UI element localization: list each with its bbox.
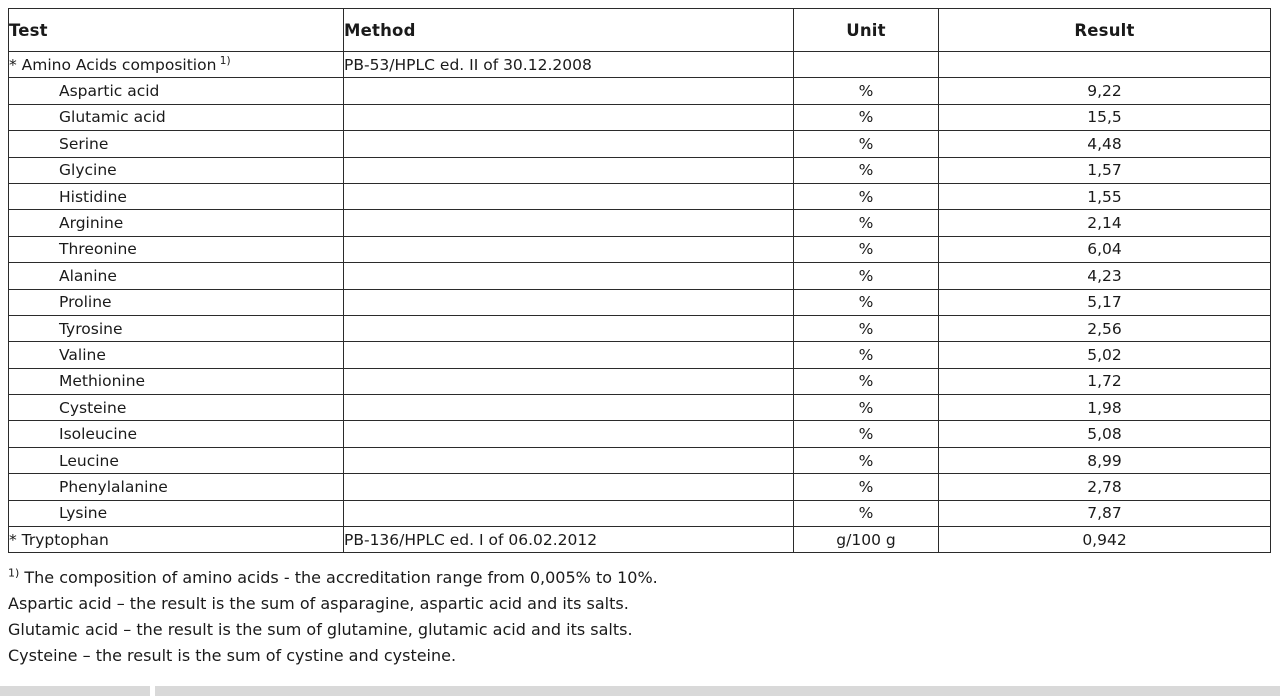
cell-unit: % [794, 236, 939, 262]
cell-unit: % [794, 395, 939, 421]
table-row [9, 183, 1271, 209]
table-row [9, 236, 1271, 262]
cell-test: Phenylalanine [9, 474, 344, 500]
cell-test: Glycine [9, 157, 344, 183]
cell-test: Cysteine [9, 395, 344, 421]
footnote-line [8, 591, 1108, 617]
table-row [9, 210, 1271, 236]
cell-method [344, 157, 794, 183]
cell-unit: % [794, 447, 939, 473]
cell-unit: % [794, 315, 939, 341]
cell-test: Methionine [9, 368, 344, 394]
cell-unit [794, 52, 939, 78]
cell-test: Valine [9, 342, 344, 368]
cell-unit: % [794, 104, 939, 130]
footnote-line [8, 565, 1108, 591]
cell-unit: % [794, 421, 939, 447]
cell-unit: % [794, 289, 939, 315]
footnote-marker: 1) [216, 54, 231, 67]
cell-result: 1,72 [939, 368, 1271, 394]
cell-method [344, 78, 794, 104]
cell-test: Tyrosine [9, 315, 344, 341]
cell-method [344, 104, 794, 130]
bottom-strip-segment-left [0, 686, 150, 696]
cell-result: 5,02 [939, 342, 1271, 368]
cell-test: Glutamic acid [9, 104, 344, 130]
table-body [9, 52, 1271, 553]
results-table-container [8, 8, 1270, 553]
cell-test: * Tryptophan [9, 527, 344, 553]
cell-unit: % [794, 78, 939, 104]
table-row [9, 157, 1271, 183]
results-table [8, 8, 1271, 553]
table-row [9, 131, 1271, 157]
table-header-row [9, 9, 1271, 52]
table-row [9, 527, 1271, 553]
cell-test: Leucine [9, 447, 344, 473]
cell-test: Arginine [9, 210, 344, 236]
table-row [9, 368, 1271, 394]
cell-result: 5,08 [939, 421, 1271, 447]
cell-method [344, 236, 794, 262]
footnote-text: Glutamic acid – the result is the sum of glutamine, glutamic acid and its salts. [8, 619, 633, 639]
table-row [9, 395, 1271, 421]
cell-method: PB-136/HPLC ed. I of 06.02.2012 [344, 527, 794, 553]
cell-result: 2,14 [939, 210, 1271, 236]
footnote-marker: 1) [8, 566, 20, 580]
column-header-unit: Unit [794, 9, 939, 52]
cell-method [344, 368, 794, 394]
cell-unit: % [794, 474, 939, 500]
bottom-strip-segment-right [155, 686, 1280, 696]
cell-result: 15,5 [939, 104, 1271, 130]
table-row [9, 289, 1271, 315]
footnote-line [8, 617, 1108, 643]
table-row [9, 52, 1271, 78]
cell-method: PB-53/HPLC ed. II of 30.12.2008 [344, 52, 794, 78]
table-row [9, 315, 1271, 341]
column-header-test: Test [9, 9, 344, 52]
footnote-text: The composition of amino acids - the accreditation range from 0,005% to 10%. [19, 568, 658, 587]
table-row [9, 500, 1271, 526]
cell-test: Proline [9, 289, 344, 315]
cell-unit: % [794, 263, 939, 289]
cell-method [344, 263, 794, 289]
table-row [9, 78, 1271, 104]
cell-method [344, 421, 794, 447]
cell-test: Serine [9, 131, 344, 157]
cell-result: 2,56 [939, 315, 1271, 341]
table-row [9, 421, 1271, 447]
cell-test: Histidine [9, 183, 344, 209]
cell-result: 0,942 [939, 527, 1271, 553]
cell-method [344, 131, 794, 157]
cell-method [344, 447, 794, 473]
cell-test: Lysine [9, 500, 344, 526]
footnote-line [8, 643, 1108, 669]
footnotes [8, 565, 1108, 669]
cell-unit: % [794, 157, 939, 183]
table-row [9, 447, 1271, 473]
cell-method [344, 395, 794, 421]
cell-unit: % [794, 500, 939, 526]
cell-unit: % [794, 342, 939, 368]
column-header-method: Method [344, 9, 794, 52]
table-row [9, 104, 1271, 130]
cell-unit: % [794, 210, 939, 236]
cell-test: Isoleucine [9, 421, 344, 447]
cell-method [344, 342, 794, 368]
table-header [9, 9, 1271, 52]
cell-result: 2,78 [939, 474, 1271, 500]
cell-result: 5,17 [939, 289, 1271, 315]
cell-result: 1,57 [939, 157, 1271, 183]
cell-unit: % [794, 368, 939, 394]
table-row [9, 263, 1271, 289]
bottom-strip [0, 686, 1280, 696]
cell-unit: % [794, 131, 939, 157]
cell-unit: % [794, 183, 939, 209]
cell-method [344, 289, 794, 315]
table-row [9, 342, 1271, 368]
cell-test: Alanine [9, 263, 344, 289]
cell-result: 4,23 [939, 263, 1271, 289]
cell-method [344, 500, 794, 526]
cell-result: 8,99 [939, 447, 1271, 473]
cell-result: 6,04 [939, 236, 1271, 262]
cell-result: 1,98 [939, 395, 1271, 421]
cell-unit: g/100 g [794, 527, 939, 553]
cell-result: 9,22 [939, 78, 1271, 104]
column-header-result: Result [939, 9, 1271, 52]
cell-method [344, 474, 794, 500]
cell-method [344, 210, 794, 236]
footnote-text: Aspartic acid – the result is the sum of asparagine, aspartic acid and its salts. [8, 593, 629, 613]
cell-test: Threonine [9, 236, 344, 262]
table-row [9, 474, 1271, 500]
cell-method [344, 183, 794, 209]
cell-test: * Amino Acids composition $^{1)}$ [9, 52, 344, 78]
cell-test: Aspartic acid [9, 78, 344, 104]
cell-result: 7,87 [939, 500, 1271, 526]
footnote-text: Cysteine – the result is the sum of cystine and cysteine. [8, 645, 457, 665]
cell-result: 1,55 [939, 183, 1271, 209]
cell-result: 4,48 [939, 131, 1271, 157]
cell-result [939, 52, 1271, 78]
cell-method [344, 315, 794, 341]
